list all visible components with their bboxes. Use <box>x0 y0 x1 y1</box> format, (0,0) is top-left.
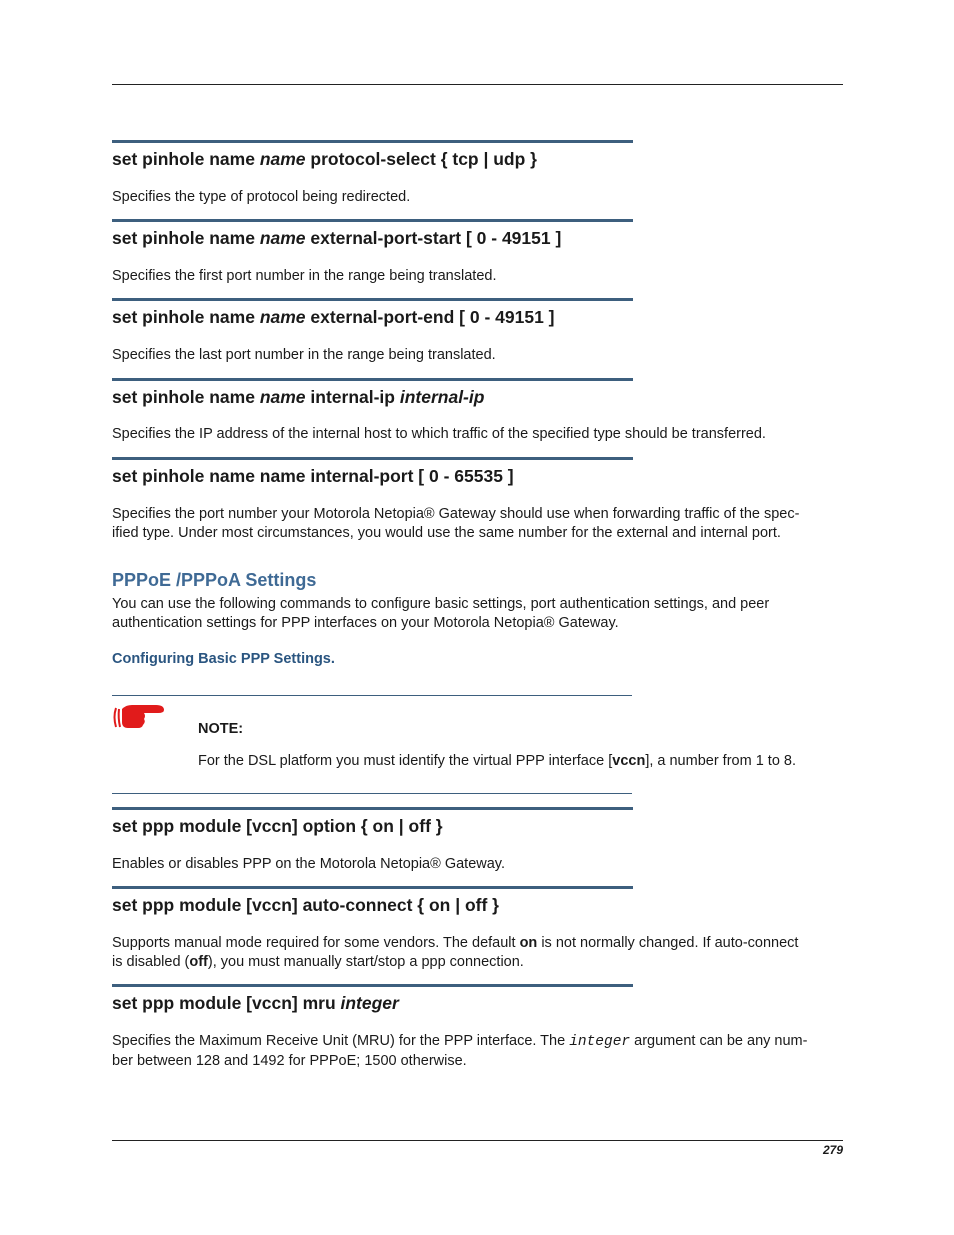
command-description: Specifies the IP address of the internal host to which traffic of the specified type should be transferred. <box>112 426 766 442</box>
header-rule <box>112 84 843 85</box>
command-rule <box>112 807 633 810</box>
command-rule <box>112 886 633 889</box>
pointing-hand-icon <box>112 700 168 734</box>
command-rule <box>112 457 633 460</box>
command-rule <box>112 984 633 987</box>
section-title: PPPoE /PPPoA Settings <box>112 570 317 590</box>
command-description: Specifies the Maximum Receive Unit (MRU) for the PPP interface. The integer argument can be any num- ber between 128 and 1492 for PPPoE; 1500 otherwise. <box>112 1033 808 1069</box>
page-number: 279 <box>822 1143 843 1157</box>
command-heading: set pinhole name name internal-port [ 0 - 65535 ] <box>112 466 514 486</box>
note-label: NOTE: <box>198 721 244 737</box>
command-description: Supports manual mode required for some vendors. The default on is not normally changed. If auto-connect is disabled (off), you must manually start/stop a ppp connection. <box>112 935 799 970</box>
command-heading: set pinhole name name internal-ip internal-ip <box>112 387 485 407</box>
footer-rule <box>112 1140 843 1141</box>
subsection-title: Configuring Basic PPP Settings. <box>112 651 335 667</box>
note-text: For the DSL platform you must identify the virtual PPP interface [vccn], a number from 1 to 8. <box>198 753 797 769</box>
note-top-rule <box>112 695 632 696</box>
command-rule <box>112 140 633 143</box>
command-description: Specifies the first port number in the range being translated. <box>112 268 497 284</box>
command-description: Specifies the type of protocol being redirected. <box>112 189 411 205</box>
command-description: Enables or disables PPP on the Motorola Netopia® Gateway. <box>112 856 506 872</box>
note-bottom-rule <box>112 793 632 794</box>
command-description: Specifies the last port number in the range being translated. <box>112 347 496 363</box>
command-heading: set ppp module [vccn] mru integer <box>112 993 399 1013</box>
command-rule <box>112 219 633 222</box>
command-heading: set ppp module [vccn] auto-connect { on | off } <box>112 895 499 915</box>
section-intro: You can use the following commands to configure basic settings, port authentication settings, and peer authentication settings for PPP interfaces on your Motorola Netopia® Gateway. <box>112 596 770 631</box>
command-heading: set pinhole name name protocol-select { tcp | udp } <box>112 149 537 169</box>
command-description: Specifies the port number your Motorola Netopia® Gateway should use when forwarding traffic of the spec- ified type. Under most circumstances, you would use the same number for the external and internal port. <box>112 506 800 541</box>
command-heading: set pinhole name name external-port-end [ 0 - 49151 ] <box>112 307 555 327</box>
command-heading: set pinhole name name external-port-start [ 0 - 49151 ] <box>112 228 562 248</box>
command-rule <box>112 298 633 301</box>
command-heading: set ppp module [vccn] option { on | off } <box>112 816 443 836</box>
command-rule <box>112 378 633 381</box>
